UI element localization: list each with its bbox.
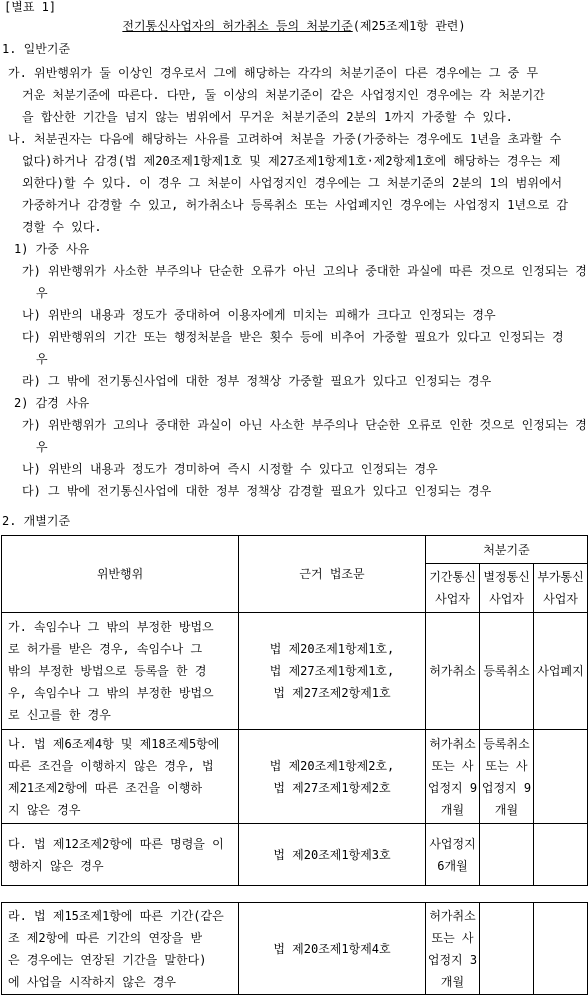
row-criteria-basic: 허가취소 bbox=[426, 613, 480, 730]
row-law: 법 제20조제1항제2호, 법 제27조제1항제2호 bbox=[239, 730, 426, 824]
header-col-basic-carrier: 기간통신 사업자 bbox=[426, 564, 480, 613]
row-criteria-special bbox=[480, 903, 534, 995]
aggravation-item: 라) 그 밖에 전기통신사업에 대한 정부 정책상 가중할 필요가 있다고 인정되는 경우 bbox=[22, 374, 492, 388]
aggravation-item: 우 bbox=[36, 286, 48, 300]
row-violation: 다. 법 제12조제2항에 따른 명령을 이 행하지 않은 경우 bbox=[2, 824, 239, 886]
row-violation: 라. 법 제15조제1항에 따른 기간(같은 조 제2항에 따른 기간의 연장을 받 은 경우에는 연장된 기간을 말한다) 에 사업을 시작하지 않은 경우 bbox=[2, 903, 239, 995]
document-title-suffix: (제25조제1항 관련) bbox=[352, 19, 466, 33]
row-law: 법 제20조제1항제3호 bbox=[239, 824, 426, 886]
aggravation-item: 다) 위반행위의 기간 또는 행정처분을 받은 횟수 등에 비추어 가중할 필요가 있다고 인정되는 경 bbox=[22, 330, 564, 344]
document-title bbox=[0, 19, 588, 33]
header-criteria: 처분기준 bbox=[426, 536, 588, 564]
table-row bbox=[2, 903, 588, 995]
mitigation-item: 다) 그 밖에 전기통신사업에 대한 정부 정책상 감경할 필요가 있다고 인정되는 경우 bbox=[22, 484, 492, 498]
row-criteria-basic: 사업정지 6개월 bbox=[426, 824, 480, 886]
row-law: 법 제20조제1항제1호, 법 제27조제1항제1호, 법 제27조제2항제1호 bbox=[239, 613, 426, 730]
general-na-line: 없다)하거나 감경(법 제20조제1항제1호 및 제27조제1항제1호·제2항제1호에 해당하는 경우는 제 bbox=[22, 154, 561, 168]
row-violation: 나. 법 제6조제4항 및 제18조제5항에 따른 조건을 이행하지 않은 경우, 법 제21조제2항에 따른 조건을 이행하 지 않은 경우 bbox=[2, 730, 239, 824]
row-criteria-value-added bbox=[534, 730, 588, 824]
mitigation-heading: 2) 감경 사유 bbox=[14, 396, 90, 410]
general-na-line: 외한다)할 수 있다. 이 경우 그 처분이 사업정지인 경우에는 그 처분기준의 2분의 1의 범위에서 bbox=[22, 176, 563, 190]
row-criteria-value-added bbox=[534, 903, 588, 995]
row-criteria-special: 등록취소 bbox=[480, 613, 534, 730]
document-title-main: 전기통신사업자의 허가취소 등의 처분기준 bbox=[122, 19, 353, 33]
table-row bbox=[2, 613, 588, 730]
row-violation: 가. 속임수나 그 밖의 부정한 방법으 로 허가를 받은 경우, 속임수나 그 밖의 부정한 방법으로 등록을 한 경 우, 속임수나 그 밖의 부정한 방법으 로 신고를 한 경우 bbox=[2, 613, 239, 730]
aggravation-item: 우 bbox=[36, 352, 48, 366]
aggravation-item: 가) 위반행위가 사소한 부주의나 단순한 오류가 아닌 고의나 중대한 과실에 따른 것으로 인정되는 경 bbox=[22, 264, 587, 278]
row-criteria-value-added bbox=[534, 824, 588, 886]
general-na-line: 경할 수 있다. bbox=[22, 220, 102, 234]
appendix-tag: [별표 1] bbox=[4, 0, 57, 14]
header-law: 근거 법조문 bbox=[239, 536, 426, 613]
general-na-line: 가중하거나 감경할 수 있고, 허가취소나 등록취소 또는 사업폐지인 경우에는 사업정지 1년으로 감 bbox=[22, 198, 569, 212]
criteria-table bbox=[1, 535, 588, 995]
header-col-value-added-carrier: 부가통신 사업자 bbox=[534, 564, 588, 613]
mitigation-item: 우 bbox=[36, 440, 48, 454]
row-criteria-basic: 허가취소 또는 사 업정지 9 개월 bbox=[426, 730, 480, 824]
table-row bbox=[2, 730, 588, 824]
general-na-line: 나. 처분권자는 다음에 해당하는 사유를 고려하여 처분을 가중(가중하는 경우에도 1년을 초과할 수 bbox=[8, 132, 562, 146]
general-ga-line: 가. 위반행위가 둘 이상인 경우로서 그에 해당하는 각각의 처분기준이 다른 경우에는 그 중 무 bbox=[8, 66, 539, 80]
aggravation-item: 나) 위반의 내용과 정도가 중대하여 이용자에게 미치는 피해가 크다고 인정되는 경우 bbox=[22, 308, 496, 322]
row-criteria-value-added: 사업폐지 bbox=[534, 613, 588, 730]
table-gap bbox=[2, 886, 588, 903]
row-criteria-special: 등록취소 또는 사 업정지 9 개월 bbox=[480, 730, 534, 824]
general-criteria-heading: 1. 일반기준 bbox=[2, 42, 71, 56]
mitigation-item: 가) 위반행위가 고의나 중대한 과실이 아닌 사소한 부주의나 단순한 오류로 인한 것으로 인정되는 경 bbox=[22, 418, 587, 432]
row-criteria-basic: 허가취소 또는 사 업정지 3 개월 bbox=[426, 903, 480, 995]
header-violation: 위반행위 bbox=[2, 536, 239, 613]
table-row bbox=[2, 824, 588, 886]
header-col-special-carrier: 별정통신 사업자 bbox=[480, 564, 534, 613]
general-ga-line: 거운 처분기준에 따른다. 다만, 둘 이상의 처분기준이 같은 사업정지인 경우에는 각 처분기간 bbox=[22, 88, 545, 102]
individual-criteria-heading: 2. 개별기준 bbox=[2, 514, 71, 528]
mitigation-item: 나) 위반의 내용과 정도가 경미하여 즉시 시정할 수 있다고 인정되는 경우 bbox=[22, 462, 438, 476]
general-ga-line: 을 합산한 기간을 넘지 않는 범위에서 무거운 처분기준의 2분의 1까지 가중할 수 있다. bbox=[22, 110, 513, 124]
row-criteria-special bbox=[480, 824, 534, 886]
aggravation-heading: 1) 가중 사유 bbox=[14, 242, 90, 256]
row-law: 법 제20조제1항제4호 bbox=[239, 903, 426, 995]
